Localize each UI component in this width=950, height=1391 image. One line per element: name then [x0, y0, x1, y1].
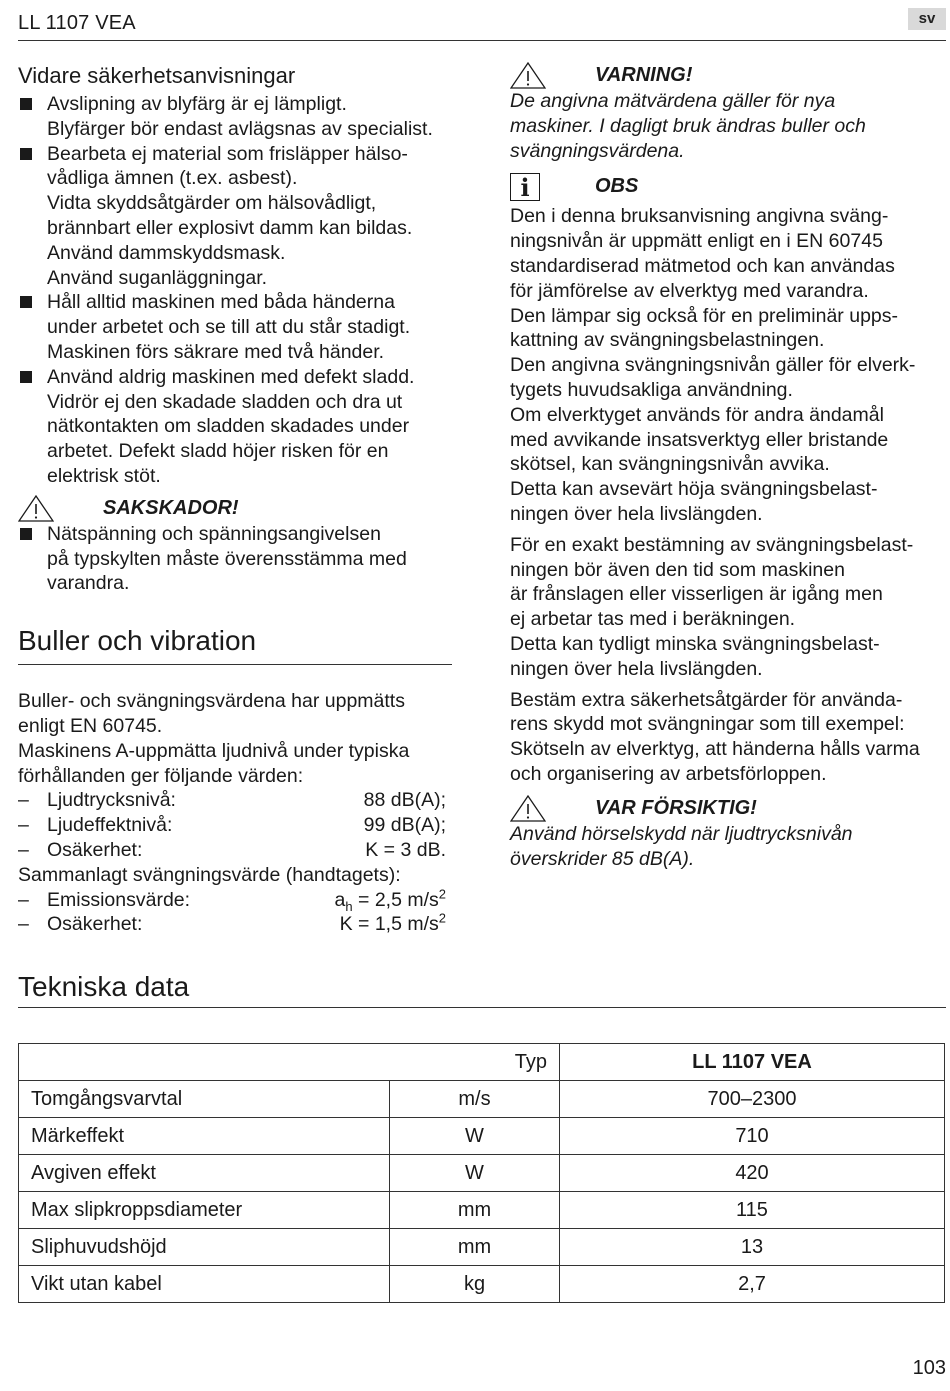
exact-paragraph [510, 533, 946, 632]
value-superscript: 2 [438, 886, 446, 902]
header-rule [18, 40, 946, 41]
text-line: förhållanden ger följande värden: [18, 764, 304, 787]
obs-paragraph [510, 353, 946, 403]
left-column [18, 62, 458, 937]
safety-heading: Vidare säkerhetsanvisningar [18, 63, 296, 88]
text-line: Bestäm extra säkerhetsåtgärder för använda- [510, 688, 903, 711]
obs-paragraphs [510, 204, 946, 526]
text-line: för jämförelse av elverktyg med varandra. [510, 279, 869, 302]
tech-data-table [18, 1043, 945, 1303]
text-line: Vidrör ej den skadade sladden och dra ut [47, 390, 403, 413]
spec-label: – Osäkerhet: [18, 912, 142, 937]
text-line: nätkontakten om sladden skadades under [47, 415, 410, 438]
tech-data-rule [18, 1007, 946, 1008]
row-unit: kg [390, 1266, 560, 1303]
row-name: Vikt utan kabel [19, 1266, 390, 1303]
damage-warning-heading [18, 495, 458, 522]
text-line: Använd aldrig maskinen med defekt sladd. [47, 365, 415, 388]
text-line: på typskylten måste överensstämma med [47, 547, 407, 570]
noise-section-heading: Buller och vibration [18, 625, 257, 657]
value-text: = 2,5 m/s [352, 888, 439, 911]
noise-intro-2 [18, 739, 458, 789]
row-unit: W [390, 1155, 560, 1192]
safety-bullet-3 [18, 290, 458, 364]
row-value: 2,7 [560, 1266, 945, 1303]
obs-label: OBS [595, 175, 639, 198]
spec-value [335, 888, 447, 913]
table-header-row [19, 1044, 945, 1081]
damage-warning-label: SAKSKADOR! [103, 496, 239, 519]
text-line: och organisering av arbetsförloppen. [510, 762, 827, 785]
text-line: De angivna mätvärdena gäller för nya [510, 90, 836, 112]
text-line: Om elverktyget används för andra ändamål [510, 403, 884, 426]
row-name: Avgiven effekt [19, 1155, 390, 1192]
safety-bullet-2 [18, 142, 458, 291]
row-name: Max slipkroppsdiameter [19, 1192, 390, 1229]
text-line: Detta kan tydligt minska svängningsbelast- [510, 632, 880, 655]
noise-spec-row [18, 838, 446, 863]
warning-triangle-icon [18, 495, 54, 522]
table-row [19, 1192, 945, 1229]
obs-paragraph [510, 304, 946, 354]
spec-label: – Emissionsvärde: [18, 888, 190, 913]
text-line: är frånslagen eller visserligen är igång men [510, 583, 883, 606]
table-row [19, 1118, 945, 1155]
spec-value [340, 912, 446, 937]
extra-measures-paragraph [510, 688, 946, 787]
table-row [19, 1081, 945, 1118]
text-line: med avvikande insatsverktyg eller bristande [510, 428, 889, 451]
text-line: Avslipning av blyfärg är ej lämpligt. [47, 93, 347, 115]
caution-label: VAR FÖRSIKTIG! [595, 796, 757, 819]
text-line: ningen över hela livslängden. [510, 502, 763, 525]
damage-bullet [18, 522, 458, 596]
row-value: 115 [560, 1192, 945, 1229]
document-model-header: LL 1107 VEA [18, 12, 136, 34]
vibration-uncertainty-row [18, 912, 446, 937]
text-line: Maskinens A-uppmätta ljudnivå under typiska [18, 739, 410, 762]
text-line: Skötseln av elverktyg, att händerna hålls varma [510, 738, 920, 761]
text-line: ningen bör även den tid som maskinen [510, 558, 845, 581]
text-line: Blyfärger bör endast avlägsnas av specialist. [47, 117, 433, 140]
text-line: svängningsvärdena. [510, 139, 685, 162]
table-row [19, 1266, 945, 1303]
caution-heading [510, 795, 946, 822]
tech-data-heading: Tekniska data [18, 971, 190, 1002]
noise-spec-row [18, 788, 446, 813]
spec-value: K = 3 dB. [365, 838, 446, 861]
vibration-heading: Sammanlagt svängningsvärde (handtagets): [18, 863, 401, 886]
text-line: Den angivna svängningsnivån gäller för elverk- [510, 354, 916, 377]
spec-value: 88 dB(A); [363, 789, 446, 812]
row-name: Märkeffekt [19, 1118, 390, 1155]
row-value: 700–2300 [560, 1081, 945, 1118]
text-line: Den lämpar sig också för en preliminär upps- [510, 304, 899, 327]
obs-paragraph [510, 204, 946, 303]
text-line: maskiner. I dagligt bruk ändras buller och [510, 114, 866, 137]
language-badge: sv [908, 8, 946, 30]
model-cell: LL 1107 VEA [560, 1044, 945, 1081]
row-name: Sliphuvudshöjd [19, 1229, 390, 1266]
text-line: Detta kan avsevärt höja svängningsbelast- [510, 478, 878, 501]
text-line: ningen över hela livslängden. [510, 657, 763, 680]
row-unit: W [390, 1118, 560, 1155]
safety-bullet-4 [18, 365, 458, 489]
safety-bullet-1 [18, 92, 458, 142]
value-subscript: h [345, 898, 353, 914]
text-line: enligt EN 60745. [18, 714, 163, 737]
text-line: arbetet. Defekt sladd höjer risken för en [47, 440, 389, 463]
text-line: vådliga ämnen (t.ex. asbest). [47, 167, 298, 190]
text-line: under arbetet och se till att du står stadigt. [47, 316, 411, 339]
row-value: 420 [560, 1155, 945, 1192]
text-line: tygets huvudsakliga användning. [510, 378, 793, 401]
row-unit: mm [390, 1229, 560, 1266]
text-line: Använd suganläggningar. [47, 266, 268, 289]
text-line: Den i denna bruksanvisning angivna sväng- [510, 205, 889, 228]
text-line: överskrider 85 dB(A). [510, 847, 695, 870]
text-line: varandra. [47, 572, 130, 595]
text-line: För en exakt bestämning av svängningsbelast- [510, 533, 914, 556]
text-line: Håll alltid maskinen med båda händerna [47, 291, 395, 314]
warning-text [510, 89, 946, 163]
text-line: ej arbetar tas med i beräkningen. [510, 608, 796, 631]
text-line: Nätspänning och spänningsangivelsen [47, 522, 381, 545]
spec-label: – Ljudtrycksnivå: [18, 788, 176, 813]
spec-label: – Ljudeffektnivå: [18, 813, 172, 838]
text-line: Maskinen förs säkrare med två händer. [47, 340, 385, 363]
obs-paragraph [510, 403, 946, 477]
right-column [510, 62, 946, 871]
exact-paragraph [510, 632, 946, 682]
noise-intro-1 [18, 689, 458, 739]
row-unit: m/s [390, 1081, 560, 1118]
text-line: ningsnivån är uppmätt enligt en i EN 60745 [510, 230, 883, 253]
row-name: Tomgångsvarvtal [19, 1081, 390, 1118]
text-line: rens skydd mot svängningar som till exempel: [510, 713, 905, 736]
table-row [19, 1229, 945, 1266]
row-value: 710 [560, 1118, 945, 1155]
value-text: K = 1,5 m/s [339, 913, 439, 936]
obs-heading [510, 173, 946, 201]
warning-triangle-icon [510, 62, 546, 89]
text-line: Bearbeta ej material som frisläpper hälso- [47, 142, 408, 165]
spec-label: – Osäkerhet: [18, 838, 142, 863]
warning-heading [510, 62, 946, 89]
exact-paragraphs [510, 533, 946, 682]
obs-paragraph [510, 477, 946, 527]
text-line: standardiserad mätmetod och kan användas [510, 254, 895, 277]
text-line: Buller- och svängningsvärdena har uppmätts [18, 690, 405, 713]
text-line: brännbart eller explosivt damm kan bildas. [47, 216, 413, 239]
row-unit: mm [390, 1192, 560, 1229]
noise-spec-list [18, 788, 446, 937]
vibration-emission-row [18, 888, 446, 913]
spec-value: 99 dB(A); [363, 814, 446, 837]
value-superscript: 2 [438, 910, 446, 926]
type-label-cell: Typ [19, 1044, 560, 1081]
text-line: elektrisk stöt. [47, 464, 161, 487]
table-row [19, 1155, 945, 1192]
caution-text [510, 822, 946, 872]
page-number: 103 [912, 1357, 946, 1379]
value-symbol: a [334, 888, 346, 911]
row-value: 13 [560, 1229, 945, 1266]
text-line: Vidta skyddsåtgärder om hälsovådligt, [47, 192, 377, 215]
text-line: skötsel, kan svängningsnivån avvika. [510, 453, 830, 476]
text-line: kattning av svängningsbelastningen. [510, 329, 825, 352]
warning-triangle-icon [510, 795, 546, 822]
info-icon: i [510, 173, 540, 201]
text-line: Använd dammskyddsmask. [47, 241, 286, 264]
noise-spec-row [18, 813, 446, 838]
text-line: Använd hörselskydd när ljudtrycksnivån [510, 822, 853, 845]
warning-label: VARNING! [595, 64, 693, 86]
